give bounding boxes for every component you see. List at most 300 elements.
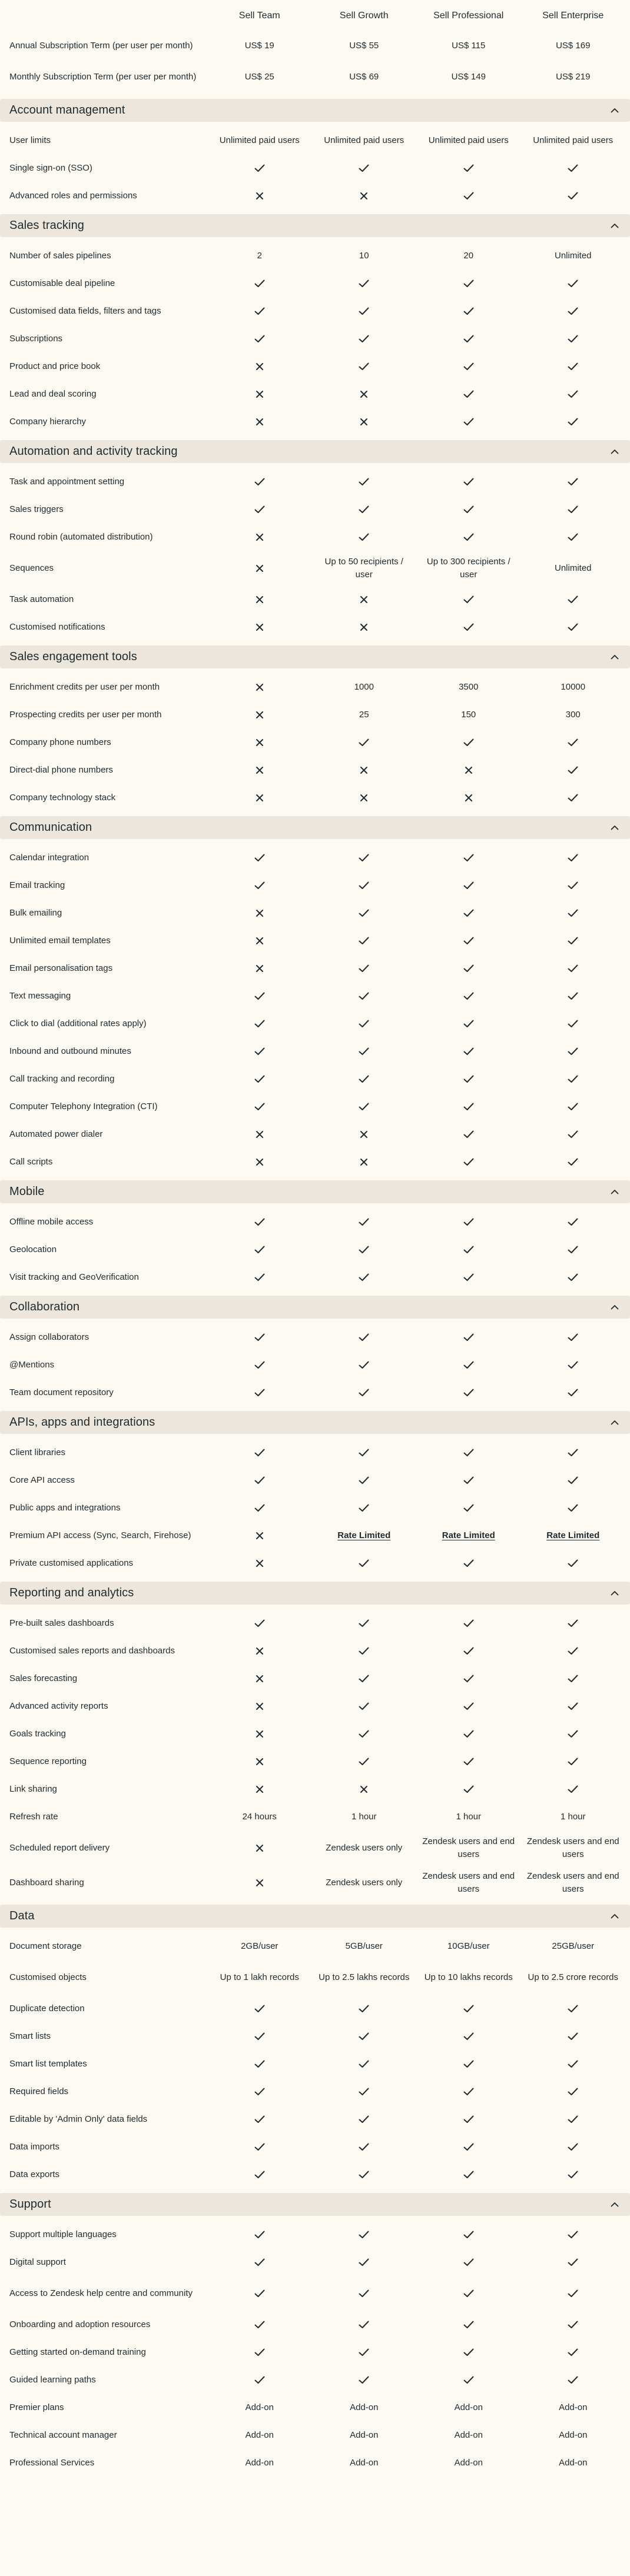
table-row [0,1803,630,1831]
table-row [0,2105,630,2133]
feature-label: Task automation [9,594,74,604]
feature-label: Sales forecasting [9,1673,78,1683]
check-icon [207,2060,312,2068]
section-title: Mobile [9,1185,45,1198]
check-icon [312,1075,417,1083]
check-icon [312,279,417,288]
check-icon [207,1103,312,1111]
check-icon [416,1103,521,1111]
check-icon [207,1047,312,1056]
table-row [0,1831,630,1865]
plan-cell-value: 24 hours [242,1811,277,1822]
feature-label: Inbound and outbound minutes [9,1046,131,1056]
chevron-up-icon[interactable] [609,1911,621,1922]
table-row [0,59,630,94]
plan-cell-value: 10 [359,250,369,261]
feature-label: Geolocation [9,1244,57,1254]
chevron-up-icon[interactable] [609,1186,621,1198]
rate-limited-link[interactable]: Rate Limited [337,1530,391,1540]
feature-label: Onboarding and adoption resources [9,2319,151,2329]
check-icon [416,1361,521,1369]
cross-icon [207,1758,312,1766]
check-icon [416,2115,521,2124]
section-header[interactable] [0,1180,630,1203]
section-title: Sales tracking [9,219,85,232]
feature-label: Number of sales pipelines [9,250,111,261]
table-row [0,551,630,585]
table-row [0,1995,630,2022]
check-icon [312,738,417,747]
feature-label: Refresh rate [9,1811,58,1822]
check-icon [207,478,312,486]
plan-cell-value: Unlimited [554,250,592,261]
plan-cell-value: Add-on [454,2457,483,2468]
cross-icon [207,1730,312,1738]
check-icon [312,2321,417,2329]
check-icon [416,881,521,890]
check-icon [416,1273,521,1282]
table-row [0,1466,630,1494]
cross-icon [207,595,312,604]
check-icon [312,2088,417,2096]
chevron-up-icon[interactable] [609,220,621,232]
check-icon [416,478,521,486]
check-icon [521,937,626,945]
chevron-up-icon[interactable] [609,822,621,834]
feature-sections [0,99,630,2477]
check-icon [521,164,626,172]
section-reporting-and-analytics [0,1582,630,1900]
check-icon [521,1218,626,1226]
plan-cell-value: 300 [565,709,581,720]
section-header[interactable] [0,1582,630,1605]
check-icon [521,418,626,426]
check-icon [312,505,417,514]
check-icon [207,992,312,1000]
table-row [0,1065,630,1093]
plan-cell-value: Add-on [245,2457,274,2468]
check-icon [312,1047,417,1056]
check-icon [312,1361,417,1369]
cross-icon [312,623,417,631]
feature-label: Customised sales reports and dashboards [9,1645,175,1656]
cross-icon [207,1532,312,1540]
check-icon [207,1361,312,1369]
plan-cell-value: Up to 1 lakh records [220,1972,299,1982]
section-title: Reporting and analytics [9,1586,134,1599]
cross-icon [207,711,312,719]
feature-label: Goals tracking [9,1728,66,1739]
check-icon [207,2321,312,2329]
table-row [0,1549,630,1577]
check-icon [521,533,626,541]
check-icon [521,2171,626,2179]
check-icon [207,1075,312,1083]
section-header[interactable] [0,99,630,122]
check-icon [521,1449,626,1457]
plan-cell-value: Unlimited paid users [533,135,614,145]
check-icon [521,1246,626,1254]
plan-cell-value: Add-on [559,2402,588,2412]
cross-icon [207,1844,312,1852]
check-icon [207,2171,312,2179]
section-title: Data [9,1909,35,1922]
check-icon [521,1075,626,1083]
section-support [0,2193,630,2477]
table-row [0,1263,630,1291]
chevron-up-icon[interactable] [609,105,621,117]
table-row [0,1609,630,1637]
table-row [0,613,630,641]
table-row [0,523,630,551]
check-icon [416,2032,521,2041]
table-row [0,585,630,613]
cross-icon [207,418,312,426]
check-icon [312,2005,417,2013]
plan-cell-value: Zendesk users only [326,1877,403,1888]
feature-label: Assign collaborators [9,1332,89,1342]
check-icon [416,2060,521,2068]
cross-icon [312,192,417,200]
cross-icon [207,390,312,398]
check-icon [207,1389,312,1397]
plan-name-enterprise: Sell Enterprise [542,11,604,21]
check-icon [416,2376,521,2384]
check-icon [521,2376,626,2384]
table-row [0,1208,630,1236]
plan-cell [312,1529,417,1542]
section-header[interactable] [0,1411,630,1434]
check-icon [207,279,312,288]
plan-cell-value: 2GB/user [241,1941,278,1951]
plan-cell-value: 25 [359,709,369,720]
check-icon [521,505,626,514]
table-row [0,1236,630,1263]
check-icon [416,279,521,288]
feature-label: Team document repository [9,1387,114,1397]
plan-cell-value: Add-on [245,2429,274,2440]
section-header[interactable] [0,816,630,839]
check-icon [416,1785,521,1793]
table-row [0,408,630,435]
rate-limited-link[interactable]: Rate Limited [442,1530,495,1540]
check-icon [521,992,626,1000]
plan-cell-value: Up to 50 recipients / user [324,556,403,580]
check-icon [312,1333,417,1342]
plan-name-growth: Sell Growth [339,11,389,21]
check-icon [312,2143,417,2151]
section-header[interactable] [0,645,630,668]
table-row [0,982,630,1010]
check-icon [416,1730,521,1738]
table-row [0,32,630,59]
feature-label: Core API access [9,1475,75,1485]
cross-icon [207,1647,312,1655]
table-row [0,728,630,756]
feature-label: Advanced activity reports [9,1700,108,1711]
table-row [0,2449,630,2477]
check-icon [416,1333,521,1342]
table-row [0,2022,630,2050]
check-icon [416,1675,521,1683]
check-icon [207,1333,312,1342]
check-icon [312,1675,417,1683]
cross-icon [207,794,312,802]
check-icon [521,964,626,973]
table-row [0,352,630,380]
check-icon [207,2348,312,2357]
check-icon [416,418,521,426]
plan-cell [521,1529,626,1542]
plan-cell-value: 2 [257,250,262,261]
check-icon [312,881,417,890]
check-icon [416,937,521,945]
feature-label: Company phone numbers [9,737,111,747]
check-icon [521,1158,626,1166]
check-icon [416,595,521,604]
check-icon [416,2005,521,2013]
check-icon [312,1449,417,1457]
check-icon [521,2005,626,2013]
feature-label: Call tracking and recording [9,1073,115,1084]
section-title: Sales engagement tools [9,650,137,663]
cross-icon [207,909,312,917]
plan-cell-value: 1 hour [351,1811,377,1822]
cross-icon [207,564,312,573]
check-icon [521,881,626,890]
check-icon [207,2258,312,2267]
check-icon [207,2115,312,2124]
check-icon [521,2060,626,2068]
feature-label: Single sign-on (SSO) [9,162,92,173]
check-icon [521,794,626,802]
cross-icon [207,1702,312,1710]
plan-cell-value: US$ 115 [452,40,486,51]
section-account-management [0,99,630,209]
table-row [0,2338,630,2366]
check-icon [416,307,521,315]
check-icon [521,1785,626,1793]
check-icon [312,1702,417,1710]
plan-cell-value: Add-on [245,2402,274,2412]
feature-label: User limits [9,135,51,145]
table-row [0,1439,630,1466]
cross-icon [416,794,521,802]
section-header[interactable] [0,1296,630,1319]
feature-label: Technical account manager [9,2429,117,2440]
plan-cell-value: Zendesk users and end users [422,1871,515,1894]
check-icon [207,1504,312,1512]
feature-label: Editable by 'Admin Only' data fields [9,2114,148,2124]
check-icon [416,164,521,172]
table-row [0,2078,630,2105]
table-row [0,673,630,701]
table-row [0,2161,630,2188]
plan-cell-value: 150 [461,709,476,720]
section-sales-engagement-tools [0,645,630,811]
plan-cell-value: 10000 [561,681,586,692]
table-row [0,2050,630,2078]
check-icon [521,2088,626,2096]
check-icon [416,335,521,343]
check-icon [312,164,417,172]
cross-icon [312,390,417,398]
plan-cell-value: Add-on [350,2402,379,2412]
feature-label: Email tracking [9,880,65,890]
table-row [0,1120,630,1148]
check-icon [521,1758,626,1766]
plan-cell-value: Up to 2.5 crore records [528,1972,618,1982]
cross-icon [312,1785,417,1793]
feature-label: Annual Subscription Term (per user per month) [9,40,193,51]
feature-label: Customised notifications [9,621,105,632]
chevron-up-icon[interactable] [609,446,621,458]
cross-icon [207,683,312,691]
table-row [0,1775,630,1803]
check-icon [416,1476,521,1485]
check-icon [416,854,521,862]
check-icon [416,362,521,371]
check-icon [521,2115,626,2124]
check-icon [312,2171,417,2179]
cross-icon [207,192,312,200]
check-icon [312,992,417,1000]
plan-cell-value: US$ 25 [244,71,274,82]
table-row [0,325,630,352]
check-icon [521,1647,626,1655]
plan-cell-value: 25GB/user [552,1941,595,1951]
check-icon [207,1020,312,1028]
check-icon [521,623,626,631]
chevron-up-icon[interactable] [609,1587,621,1599]
check-icon [416,1504,521,1512]
feature-label: Enrichment credits per user per month [9,681,160,692]
feature-label: Prospecting credits per user per month [9,709,162,720]
check-icon [521,2143,626,2151]
table-row [0,1720,630,1748]
section-header[interactable] [0,214,630,237]
check-icon [312,2376,417,2384]
check-icon [416,2143,521,2151]
check-icon [521,307,626,315]
plan-cell-value: 1000 [354,681,374,692]
table-row [0,784,630,811]
table-row [0,1522,630,1549]
section-header[interactable] [0,1905,630,1928]
check-icon [207,307,312,315]
table-row [0,701,630,728]
feature-label: Text messaging [9,990,71,1001]
check-icon [416,2348,521,2357]
plan-cell-value: Unlimited [554,563,592,573]
feature-label: Scheduled report delivery [9,1842,110,1853]
check-icon [207,881,312,890]
table-row [0,1037,630,1065]
table-row [0,242,630,269]
check-icon [521,1047,626,1056]
plan-cell-value: US$ 149 [451,71,486,82]
chevron-up-icon[interactable] [609,651,621,663]
check-icon [521,1020,626,1028]
section-title: Automation and activity tracking [9,445,178,458]
chevron-up-icon[interactable] [609,1302,621,1313]
section-header[interactable] [0,2193,630,2216]
check-icon [416,2289,521,2298]
check-icon [207,2289,312,2298]
plan-cell-value: Add-on [559,2429,588,2440]
plan-cell-value: Add-on [454,2402,483,2412]
check-icon [207,2032,312,2041]
cross-icon [207,1158,312,1166]
feature-label: Pre-built sales dashboards [9,1618,114,1628]
check-icon [312,909,417,917]
feature-label: Unlimited email templates [9,935,111,946]
table-row [0,1494,630,1522]
table-row [0,1093,630,1120]
check-icon [521,854,626,862]
check-icon [207,2005,312,2013]
check-icon [207,1449,312,1457]
section-automation-and-activity-tracking [0,440,630,641]
check-icon [416,192,521,200]
plan-cell-value: Add-on [454,2429,483,2440]
check-icon [312,1559,417,1567]
check-icon [521,595,626,604]
check-icon [312,2115,417,2124]
feature-label: Duplicate detection [9,2003,85,2013]
plan-header-row [0,0,630,32]
check-icon [207,2088,312,2096]
table-row [0,2221,630,2248]
table-row [0,2421,630,2449]
check-icon [416,1130,521,1139]
check-icon [416,1758,521,1766]
section-header[interactable] [0,440,630,463]
feature-label: Support multiple languages [9,2229,117,2239]
feature-label: Dashboard sharing [9,1877,84,1888]
table-row [0,380,630,408]
plan-cell-value: Unlimited paid users [219,135,300,145]
table-row [0,899,630,927]
feature-label: Product and price book [9,361,101,371]
rate-limited-link[interactable]: Rate Limited [546,1530,600,1540]
check-icon [416,623,521,631]
plan-cell-value: 1 hour [456,1811,482,1822]
feature-label: Advanced roles and permissions [9,190,137,201]
check-icon [207,854,312,862]
check-icon [416,1389,521,1397]
plan-cell-value: Up to 10 lakhs records [424,1972,513,1982]
chevron-up-icon[interactable] [609,2199,621,2211]
check-icon [521,1504,626,1512]
check-icon [521,2258,626,2267]
check-icon [416,1075,521,1083]
feature-label: Smart lists [9,2031,51,2041]
check-icon [521,909,626,917]
check-icon [416,992,521,1000]
chevron-up-icon[interactable] [609,1417,621,1429]
check-icon [416,1449,521,1457]
plan-cell-value: 1 hour [560,1811,586,1822]
check-icon [416,1218,521,1226]
feature-label: Sequence reporting [9,1756,87,1766]
cross-icon [312,595,417,604]
table-row [0,844,630,871]
check-icon [312,1389,417,1397]
table-row [0,468,630,495]
check-icon [312,937,417,945]
feature-label: Offline mobile access [9,1216,94,1227]
